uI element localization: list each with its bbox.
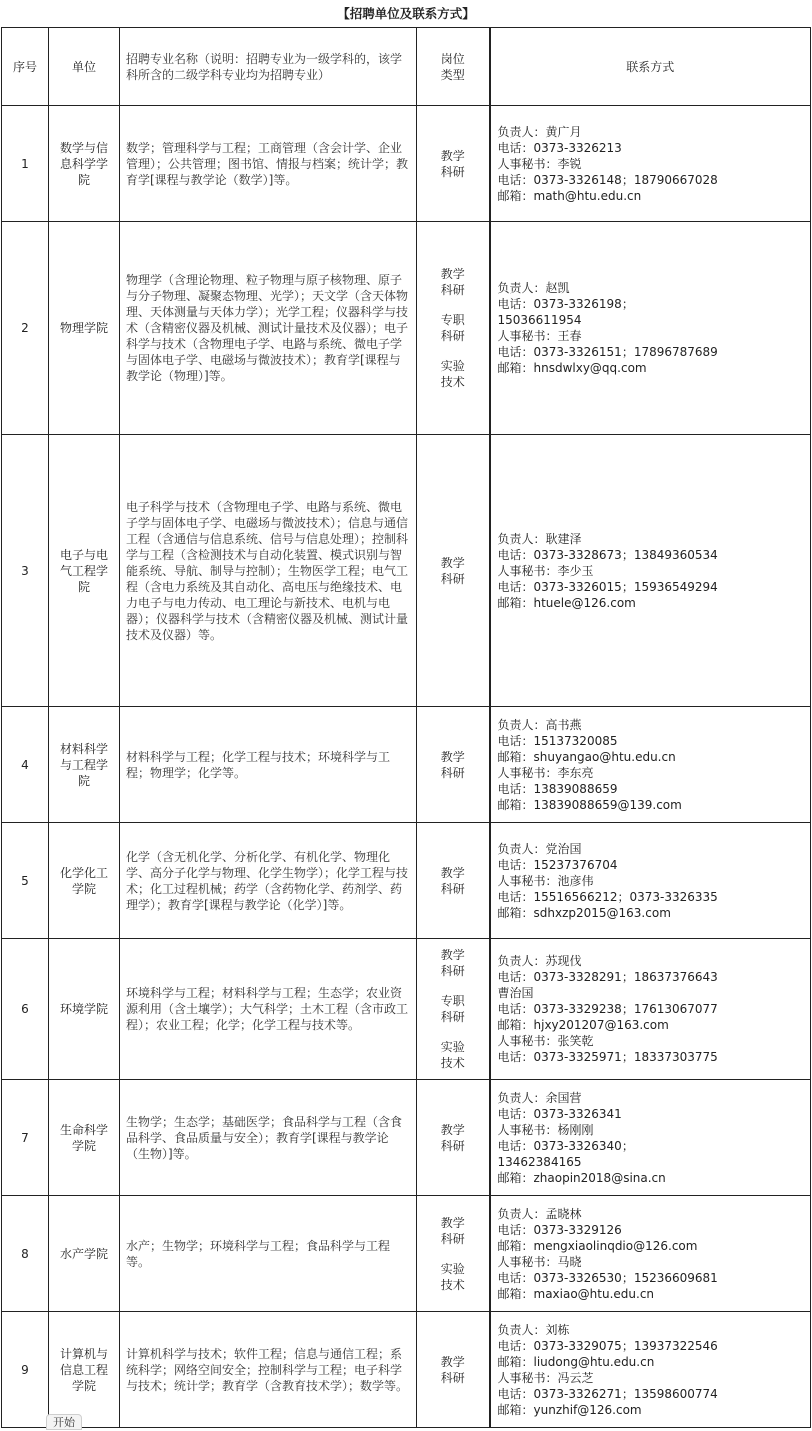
contact-line: 负责人：耿建泽 <box>497 531 582 546</box>
contact-line: 人事秘书：马晓 <box>497 1254 582 1269</box>
row-type <box>417 222 490 435</box>
contact-line: 电话：0373-3329075；13937322546 <box>497 1338 718 1353</box>
row-contact <box>490 435 811 707</box>
row-type <box>417 939 490 1080</box>
header-major: 招聘专业名称（说明：招聘专业为一级学科的，该学科所含的二级学科专业均为招聘专业） <box>120 28 417 106</box>
contact-line: 电话：0373-3326198； <box>497 297 634 311</box>
row-unit: 化学化工学院 <box>49 823 120 939</box>
row-contact <box>490 222 811 435</box>
row-unit: 物理学院 <box>49 222 120 435</box>
type-group <box>417 266 489 298</box>
contact-line: 电话：0373-3329126 <box>497 1222 622 1237</box>
contact-line: 电话：0373-3328673；13849360534 <box>497 547 718 562</box>
contact-line: 电话：0373-3326148；18790667028 <box>497 172 718 187</box>
contact-line: 人事秘书：池彦伟 <box>497 873 594 888</box>
type-group <box>417 1039 489 1071</box>
row-major: 生物学；生态学；基础医学；食品科学与工程（含食品科学、食品质量与安全）；教育学[课程与教学论（生物）]等。 <box>120 1080 417 1196</box>
header-unit: 单位 <box>49 28 120 106</box>
row-major: 计算机科学与技术；软件工程；信息与通信工程；系统科学；网络空间安全；控制科学与工程；电子科学与技术；统计学；教育学（含教育技术学）；数学等。 <box>120 1312 417 1428</box>
type-line: 科研 <box>440 964 465 978</box>
row-major: 环境科学与工程；材料科学与工程；生态学；农业资源利用（含土壤学）；大气科学；土木工程（含市政工程）；农业工程；化学；化学工程与技术等。 <box>120 939 417 1080</box>
contact-line: 电话：0373-3328291；18637376643 <box>497 970 718 984</box>
type-line: 科研 <box>440 1138 465 1153</box>
row-index: 7 <box>2 1080 49 1196</box>
type-group <box>417 312 489 344</box>
contact-line: 电话：0373-3326341 <box>497 1106 622 1121</box>
table-row <box>2 1080 811 1196</box>
type-line: 科研 <box>440 283 465 297</box>
type-line: 科研 <box>440 765 465 780</box>
type-line: 教学 <box>440 555 465 570</box>
contact-line: 人事秘书：李东亮 <box>497 765 594 780</box>
table-row <box>2 1312 811 1428</box>
contact-line: 负责人：苏现伐 <box>497 954 582 968</box>
contact-line: 邮箱：math@htu.edu.cn <box>497 188 642 203</box>
type-line: 技术 <box>440 1056 465 1070</box>
type-line: 实验 <box>440 1040 465 1054</box>
type-line: 科研 <box>440 1231 465 1246</box>
row-contact <box>490 106 811 222</box>
type-group <box>417 993 489 1025</box>
header-type-line: 岗位 <box>440 51 465 66</box>
type-line: 科研 <box>440 329 465 343</box>
type-group <box>417 1215 489 1247</box>
row-index: 9 <box>2 1312 49 1428</box>
contact-line: 邮箱：13839088659@139.com <box>497 797 682 812</box>
contact-line: 电话：0373-3326151；17896787689 <box>497 345 718 359</box>
contact-line: 邮箱：yunzhif@126.com <box>497 1402 642 1417</box>
contact-line: 电话：0373-3326340； <box>497 1138 634 1153</box>
table-row <box>2 106 811 222</box>
page-title: 【招聘单位及联系方式】 <box>337 6 475 21</box>
contact-line: 电话：0373-3326015；15936549294 <box>497 579 718 594</box>
row-unit: 材料科学与工程学院 <box>49 707 120 823</box>
row-index: 3 <box>2 435 49 707</box>
row-unit: 电子与电气工程学院 <box>49 435 120 707</box>
header-index: 序号 <box>2 28 49 106</box>
row-major: 物理学（含理论物理、粒子物理与原子核物理、原子与分子物理、凝聚态物理、光学）；天文学（含天体物理、天体测量与天体力学）；光学工程；仪器科学与技术（含精密仪器及机械、测试计量技术及仪器）；电子科学与技术（含物理电子学、电路与系统、微电子学与固体电子学、电磁场与微波技术）；教育学[课程与教学论（物理）]等。 <box>120 222 417 435</box>
row-contact <box>490 823 811 939</box>
row-type <box>417 1312 490 1428</box>
type-line: 教学 <box>440 1354 465 1369</box>
type-line: 教学 <box>440 148 465 163</box>
table-row <box>2 823 811 939</box>
contact-line: 邮箱：htuele@126.com <box>497 595 636 610</box>
row-contact <box>490 1080 811 1196</box>
type-group <box>417 1122 489 1154</box>
contact-line: 电话：0373-3326530；15236609681 <box>497 1270 718 1285</box>
row-major: 材料科学与工程；化学工程与技术；环境科学与工程；物理学；化学等。 <box>120 707 417 823</box>
contact-line: 负责人：刘栋 <box>497 1322 570 1337</box>
row-index: 4 <box>2 707 49 823</box>
type-group <box>417 947 489 979</box>
contact-line: 负责人：孟晓林 <box>497 1206 582 1221</box>
type-group <box>417 1354 489 1386</box>
contact-line: 负责人：高书燕 <box>497 717 582 732</box>
contact-line: 负责人：党治国 <box>497 841 582 856</box>
type-line: 教学 <box>440 948 465 962</box>
contact-line: 人事秘书：王春 <box>497 329 582 343</box>
table-row <box>2 939 811 1080</box>
contact-line: 邮箱：hnsdwlxy@qq.com <box>497 361 647 375</box>
table-row <box>2 1196 811 1312</box>
row-unit: 数学与信息科学学院 <box>49 106 120 222</box>
type-line: 技术 <box>440 1277 465 1292</box>
header-type <box>417 28 490 106</box>
row-type <box>417 1080 490 1196</box>
contact-line: 负责人：余国营 <box>497 1090 582 1105</box>
contact-line: 邮箱：liudong@htu.edu.cn <box>497 1354 655 1369</box>
type-line: 教学 <box>440 749 465 764</box>
table-header-row <box>2 28 811 106</box>
type-line: 实验 <box>440 359 465 373</box>
contact-line: 邮箱：sdhxzp2015@163.com <box>497 905 671 920</box>
row-type <box>417 435 490 707</box>
type-line: 专职 <box>440 313 465 327</box>
row-contact <box>490 939 811 1080</box>
contact-line: 曹治国 <box>497 986 534 1000</box>
table-row <box>2 435 811 707</box>
header-type-line: 类型 <box>440 67 465 82</box>
row-unit: 计算机与信息工程学院 <box>49 1312 120 1428</box>
contact-line: 邮箱：zhaopin2018@sina.cn <box>497 1170 666 1185</box>
type-group <box>417 1261 489 1293</box>
row-type <box>417 823 490 939</box>
row-index: 6 <box>2 939 49 1080</box>
row-type <box>417 1196 490 1312</box>
type-line: 科研 <box>440 571 465 586</box>
row-index: 1 <box>2 106 49 222</box>
contact-line: 邮箱：mengxiaolinqdio@126.com <box>497 1238 698 1253</box>
table-row <box>2 222 811 435</box>
row-unit: 环境学院 <box>49 939 120 1080</box>
type-line: 实验 <box>440 1261 465 1276</box>
row-unit: 生命科学学院 <box>49 1080 120 1196</box>
start-button[interactable]: 开始 <box>46 1414 82 1430</box>
type-group <box>417 555 489 587</box>
row-index: 5 <box>2 823 49 939</box>
type-group <box>417 358 489 390</box>
contact-line: 电话：15516566212；0373-3326335 <box>497 889 718 904</box>
contact-line: 13462384165 <box>497 1154 582 1169</box>
type-line: 教学 <box>440 267 465 281</box>
type-group <box>417 749 489 781</box>
row-major: 化学（含无机化学、分析化学、有机化学、物理化学、高分子化学与物理、化学生物学）；化学工程与技术；化工过程机械；药学（含药物化学、药剂学、药理学）；教育学[课程与教学论（化学）]等。 <box>120 823 417 939</box>
row-index: 2 <box>2 222 49 435</box>
contact-line: 邮箱：hjxy201207@163.com <box>497 1018 669 1032</box>
contact-line: 邮箱：shuyangao@htu.edu.cn <box>497 749 676 764</box>
contact-line: 人事秘书：李少玉 <box>497 563 594 578</box>
row-contact <box>490 1312 811 1428</box>
row-contact <box>490 707 811 823</box>
contact-line: 电话：0373-3325971；18337303775 <box>497 1050 718 1064</box>
contact-line: 人事秘书：李锐 <box>497 156 582 171</box>
row-major: 电子科学与技术（含物理电子学、电路与系统、微电子学与固体电子学、电磁场与微波技术）；信息与通信工程（含通信与信息系统、信号与信息处理）；控制科学与工程（含检测技术与自动化装置、模式识别与智能系统、导航、制导与控制）；生物医学工程；电气工程（含电力系统及其自动化、高电压与绝缘技术、电力电子与电力传动、电工理论与新技术、电机与电器）；仪器科学与技术（含精密仪器及机械、测试计量技术及仪器）等。 <box>120 435 417 707</box>
type-group <box>417 865 489 897</box>
contact-line: 邮箱：maxiao@htu.edu.cn <box>497 1286 655 1301</box>
contact-line: 15036611954 <box>497 313 582 327</box>
contact-line: 电话：0373-3329238；17613067077 <box>497 1002 718 1016</box>
header-contact: 联系方式 <box>490 28 811 106</box>
contact-line: 人事秘书：冯云芝 <box>497 1370 594 1385</box>
contact-line: 人事秘书：杨刚刚 <box>497 1122 594 1137</box>
row-unit: 水产学院 <box>49 1196 120 1312</box>
row-major: 数学；管理科学与工程；工商管理（含会计学、企业管理）；公共管理；图书馆、情报与档案；统计学；教育学[课程与教学论（数学）]等。 <box>120 106 417 222</box>
contact-line: 人事秘书：张笑乾 <box>497 1034 594 1048</box>
table-row <box>2 707 811 823</box>
row-type <box>417 707 490 823</box>
type-line: 科研 <box>440 164 465 179</box>
type-line: 教学 <box>440 1215 465 1230</box>
type-group <box>417 148 489 180</box>
contact-line: 电话：15237376704 <box>497 857 618 872</box>
type-line: 科研 <box>440 881 465 896</box>
row-major: 水产；生物学；环境科学与工程；食品科学与工程等。 <box>120 1196 417 1312</box>
contact-line: 电话：15137320085 <box>497 733 618 748</box>
contact-line: 负责人：赵凯 <box>497 281 570 295</box>
contact-line: 电话：0373-3326213 <box>497 140 622 155</box>
type-line: 教学 <box>440 1122 465 1137</box>
recruitment-table <box>1 27 811 1428</box>
row-type <box>417 106 490 222</box>
contact-line: 电话：0373-3326271；13598600774 <box>497 1386 718 1401</box>
contact-line: 电话：13839088659 <box>497 781 618 796</box>
type-line: 技术 <box>440 375 465 389</box>
type-line: 科研 <box>440 1010 465 1024</box>
row-index: 8 <box>2 1196 49 1312</box>
type-line: 专职 <box>440 994 465 1008</box>
type-line: 科研 <box>440 1370 465 1385</box>
contact-line: 负责人：黄广月 <box>497 124 582 139</box>
row-contact <box>490 1196 811 1312</box>
type-line: 教学 <box>440 865 465 880</box>
